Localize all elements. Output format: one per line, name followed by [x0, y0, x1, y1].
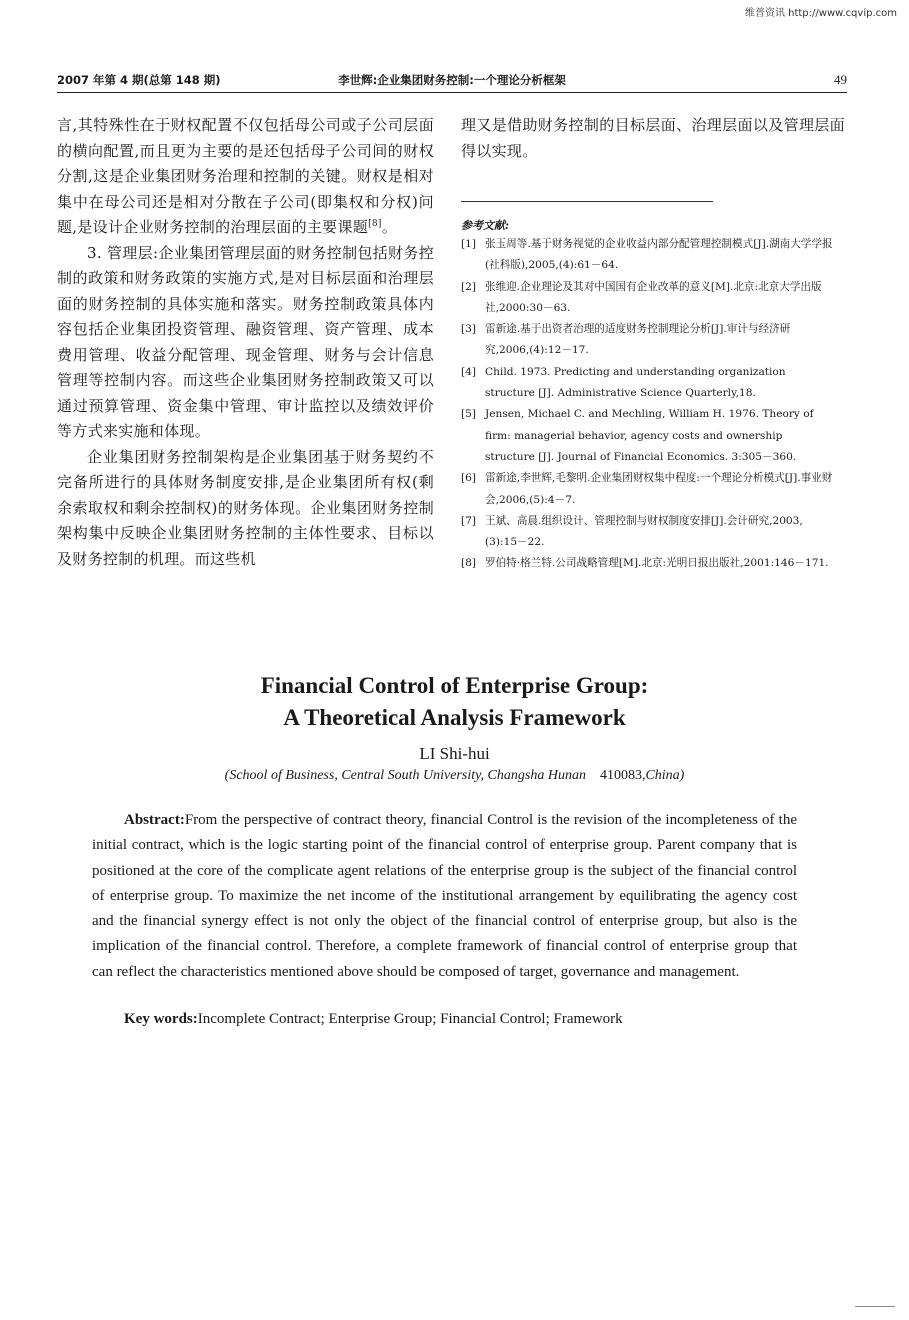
abstract-label: Abstract:	[124, 812, 185, 828]
english-title-line-2: A Theoretical Analysis Framework	[283, 705, 626, 730]
paragraph: 言,其特殊性在于财权配置不仅包括母公司或子公司层面的横向配置,而且更为主要的是还包括母子公司间的财权分割,这是企业集团财务治理和控制的关键。财权是相对集中在母公司还是相对分散在子公司(即集权和分权)问题,是设计企业财务控制的治理层面的主要课题[8]。	[57, 116, 434, 236]
reference-text: 张维迎.企业理论及其对中国国有企业改革的意义[M].北京:北京大学出版社,2000:30－63.	[485, 280, 822, 314]
reference-text: 罗伯特·格兰特.公司战略管理[M].北京:光明日报出版社,2001:146－171.	[485, 557, 829, 570]
paragraph: 理又是借助财务控制的目标层面、治理层面以及管理层面得以实现。	[461, 116, 845, 160]
reference-number: [6]	[461, 472, 477, 485]
reference-number: [1]	[461, 238, 477, 250]
reference-item	[461, 362, 833, 405]
reference-number: [7]	[461, 514, 477, 527]
keywords-label: Key words:	[124, 1011, 198, 1027]
author: LI Shi-hui	[419, 744, 490, 763]
reference-text: Jensen, Michael C. and Mechling, William H. 1976. Theory of firm: managerial behavior, agency costs and ownership structure [J]. Journal of Financial Economics. 3:305－360.	[485, 408, 814, 463]
reference-item	[461, 234, 833, 277]
reference-number: [4]	[461, 365, 477, 378]
running-title: 李世辉:企业集团财务控制:一个理论分析框架	[338, 73, 566, 87]
reference-text: 张玉周等.基于财务视觉的企业收益内部分配管理控制模式[J].湖南大学学报(社科版),2005,(4):61－64.	[485, 238, 833, 272]
reference-text: 雷新途,李世辉,毛黎明.企业集团财权集中程度:一个理论分析模式[J].事业财会,2006,(5):4－7.	[485, 472, 833, 506]
reference-item	[461, 277, 833, 320]
keywords	[92, 1007, 797, 1032]
references-list	[461, 234, 833, 575]
reference-number: [3]	[461, 323, 477, 336]
page-number: 49	[834, 72, 847, 87]
watermark: 维普资讯 http://www.cqvip.com	[744, 8, 897, 19]
reference-item	[461, 404, 833, 468]
reference-text: Child. 1973. Predicting and understanding organization structure [J]. Administrative Science Quarterly,18.	[485, 365, 786, 400]
header-rule	[57, 92, 847, 93]
reference-number: [2]	[461, 280, 477, 293]
citation: [8]	[368, 219, 382, 229]
abstract-text: From the perspective of contract theory, financial Control is the revision of the incompleteness of the initial contract, which is the logic starting point of the financial control of enterprise group. Parent company that is positioned at the core of the complicate agent relations of the enterprise group is the subject of the financial control of enterprise group. To maximize the net income of the institutional arrangement by equilibrating the agency cost and the financial synergy effect is not only the object of the financial control of enterprise group, but also is the implication of the financial control. Therefore, a complete framework of financial control of enterprise group that can reflect the characteristics mentioned above should be composed of target, governance and management.	[92, 812, 797, 980]
affiliation: (School of Business, Central South University, Changsha Hunan 410083,China)	[224, 768, 685, 783]
left-column	[57, 113, 434, 572]
reference-text: 雷新途.基于出资者治理的适度财务控制理论分析[J].审计与经济研究,2006,(4):12－17.	[485, 323, 791, 357]
abstract	[92, 808, 797, 985]
english-title-line-1: Financial Control of Enterprise Group:	[260, 673, 649, 698]
paragraph: 3. 管理层:企业集团管理层面的财务控制包括财务控制的政策和财务政策的实施方式,是对目标层面和治理层面的财务控制的具体实施和落实。财务控制政策具体内容包括企业集团投资管理、融资管理、资产管理、成本费用管理、收益分配管理、现金管理、财务与会计信息管理等控制内容。而这些企业集团财务控制政策又可以通过预算管理、资金集中管理、审计监控以及绩效评价等方式来实施和体现。	[57, 243, 434, 440]
footer-rule	[855, 1306, 895, 1307]
reference-number: [5]	[461, 408, 477, 421]
reference-item	[461, 319, 833, 362]
reference-item	[461, 511, 833, 554]
reference-number: [8]	[461, 557, 477, 570]
paragraph: 企业集团财务控制架构是企业集团基于财务契约不完备所进行的具体财务制度安排,是企业集团所有权(剩余索取权和剩余控制权)的财务体现。企业集团财务控制架构集中反映企业集团财务控制的主体性要求、目标以及财务控制的机理。而这些机	[57, 447, 434, 568]
right-column	[461, 113, 845, 164]
reference-text: 王斌、高晨.组织设计、管理控制与财权制度安排[J].会计研究,2003,(3):15－22.	[485, 514, 803, 549]
journal-issue: 2007 年第 4 期(总第 148 期)	[57, 73, 221, 87]
keywords-text: Incomplete Contract; Enterprise Group; Financial Control; Framework	[197, 1011, 623, 1027]
running-header	[57, 72, 847, 90]
references-title: 参考文献:	[461, 219, 510, 232]
reference-item	[461, 553, 833, 574]
references-divider	[461, 201, 713, 202]
reference-item	[461, 468, 833, 511]
